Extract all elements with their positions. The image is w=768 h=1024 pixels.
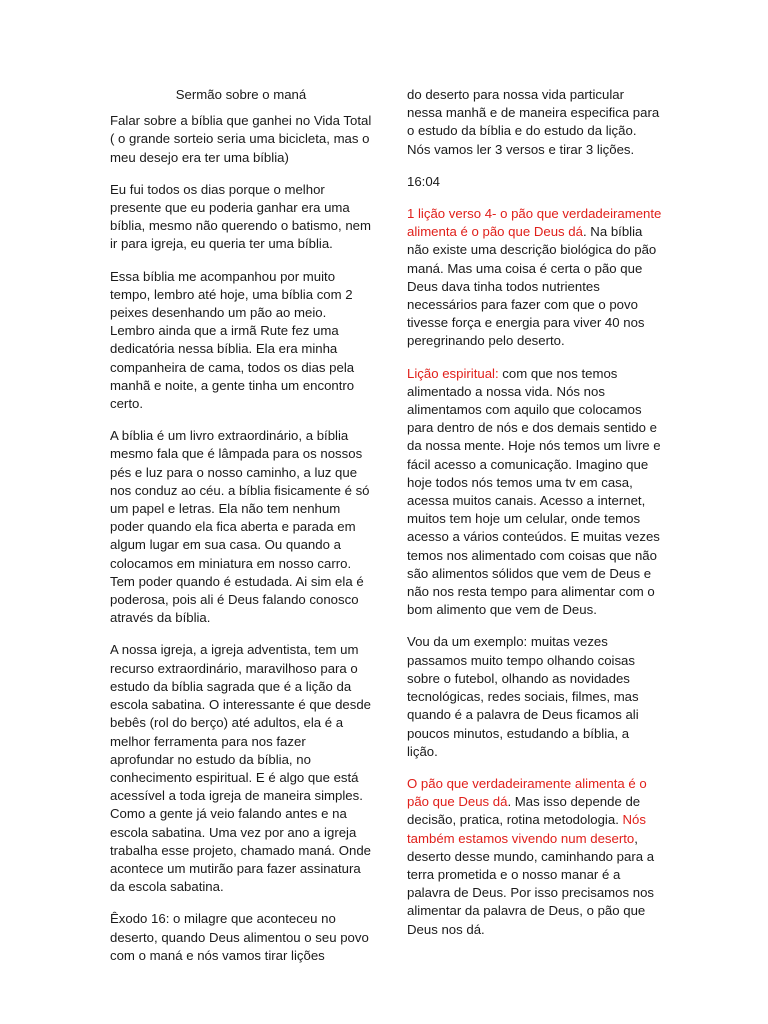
paragraph: Falar sobre a bíblia que ganhei no Vida Total ( o grande sorteio seria uma bicicleta, mas o meu desejo era ter uma bíblia) [110, 113, 372, 165]
paragraph-text: . Na bíblia não existe uma descrição biológica do pão maná. Mas uma coisa é certa o pão que Deus dava tinha todos nutrientes necessários para fazer com que o povo tivesse força e energia para viver 40 nos peregrinando pelo deserto. [407, 224, 657, 349]
paragraph: Vou da um exemplo: muitas vezes passamos muito tempo olhando coisas sobre o futebol, olhando as novidades tecnológicas, redes sociais, filmes, mas quando é a palavra de Deus ficamos ali poucos minutos, estudando a bíblia, a lição. [407, 634, 639, 759]
highlight-text: Nós também estamos vivendo num deserto [407, 812, 646, 846]
paragraph: do deserto para nossa vida particular nessa manhã e de maneira especifica para o estudo da bíblia e do estudo da lição. Nós vamos ler 3 versos e tirar 3 lições. [407, 87, 660, 157]
page-title: Sermão sobre o maná [175, 87, 307, 102]
right-column [407, 86, 662, 953]
highlight-text: O pão que verdadeiramente alimenta é o pão que Deus dá [407, 775, 647, 810]
timestamp: 16:04 [407, 173, 441, 189]
paragraph: A bíblia é um livro extraordinário, a bíblia mesmo fala que é lâmpada para os nossos pés e luz para o nosso caminho, a luz que nos conduz ao céu. a bíblia fisicamente é só um papel e letras. Ela não tem nenhum poder quando ela fica aberta e parada em algum lugar em sua casa. Ou quando a colocamos em miniatura em nosso carro. Tem poder quando é estudada. Ai sim ela é poderosa, pois ali é Deus falando conosco através da bíblia. [110, 428, 370, 626]
paragraph [407, 775, 662, 939]
paragraph: Êxodo 16: o milagre que aconteceu no deserto, quando Deus alimentou o seu povo com o maná e nós vamos tirar lições [110, 911, 369, 963]
paragraph: Essa bíblia me acompanhou por muito tempo, lembro até hoje, uma bíblia com 2 peixes desenhando um pão ao meio. Lembro ainda que a irmã Rute fez uma dedicatória nessa bíblia. Ela era minha companheira de cama, todos os dias pela manhã e noite, a gente tinha um encontro certo. [110, 268, 355, 412]
paragraph [407, 365, 662, 620]
paragraph: A nossa igreja, a igreja adventista, tem um recurso extraordinário, maravilhoso para o estudo da bíblia sagrada que é a lição da escola sabatina. O interessante é que desde bebês (rol do berço) até adultos, ela é a melhor ferramenta para nos fazer aprofundar no estudo da bíblia, no conhecimento espiritual. E é algo que está acessível a toda igreja de maneira simples. Como a gente já veio falando antes e na escola sabatina. Uma vez por ano a igreja trabalha esse projeto, chamado maná. Onde acontece um mutirão para fazer assinatura da escola sabatina. [110, 642, 371, 895]
paragraph-text: , deserto desse mundo, caminhando para a terra prometida e o nosso manar é a palavra de Deus. Por isso precisamos nos alimentar da palavra de Deus, o pão que Deus nos dá. [407, 830, 655, 937]
paragraph-text: . Mas isso depende de decisão, pratica, rotina metodologia. [407, 794, 641, 828]
highlight-text: Lição espiritual: [407, 365, 499, 381]
paragraph: Eu fui todos os dias porque o melhor presente que eu poderia ganhar era uma bíblia, mesmo não querendo o batismo, nem ir para igreja, eu queria ter uma bíblia. [110, 181, 371, 252]
paragraph-text: com que nos temos alimentado a nossa vida. Nós nos alimentamos com aquilo que colocamos para dentro de nós e dos demais sentido e da nossa mente. Hoje nós temos um livre e fácil acesso a comunicação. Imagino que hoje todos nós temos uma tv em casa, acessa muitos canais. Acesso a internet, muitos tem hoje um celular, onde temos acesso a vários conteúdos. E muitas vezes temos nos alimentado com coisas que não são alimentos sólidos que vem de Deus e não nos resta tempo para alimentar com o bom alimento que vem de Deus. [407, 365, 661, 618]
paragraph [407, 205, 662, 351]
left-column [110, 86, 372, 979]
highlight-text: 1 lição verso 4- o pão que verdadeiramente alimenta é o pão que Deus dá [407, 206, 662, 240]
